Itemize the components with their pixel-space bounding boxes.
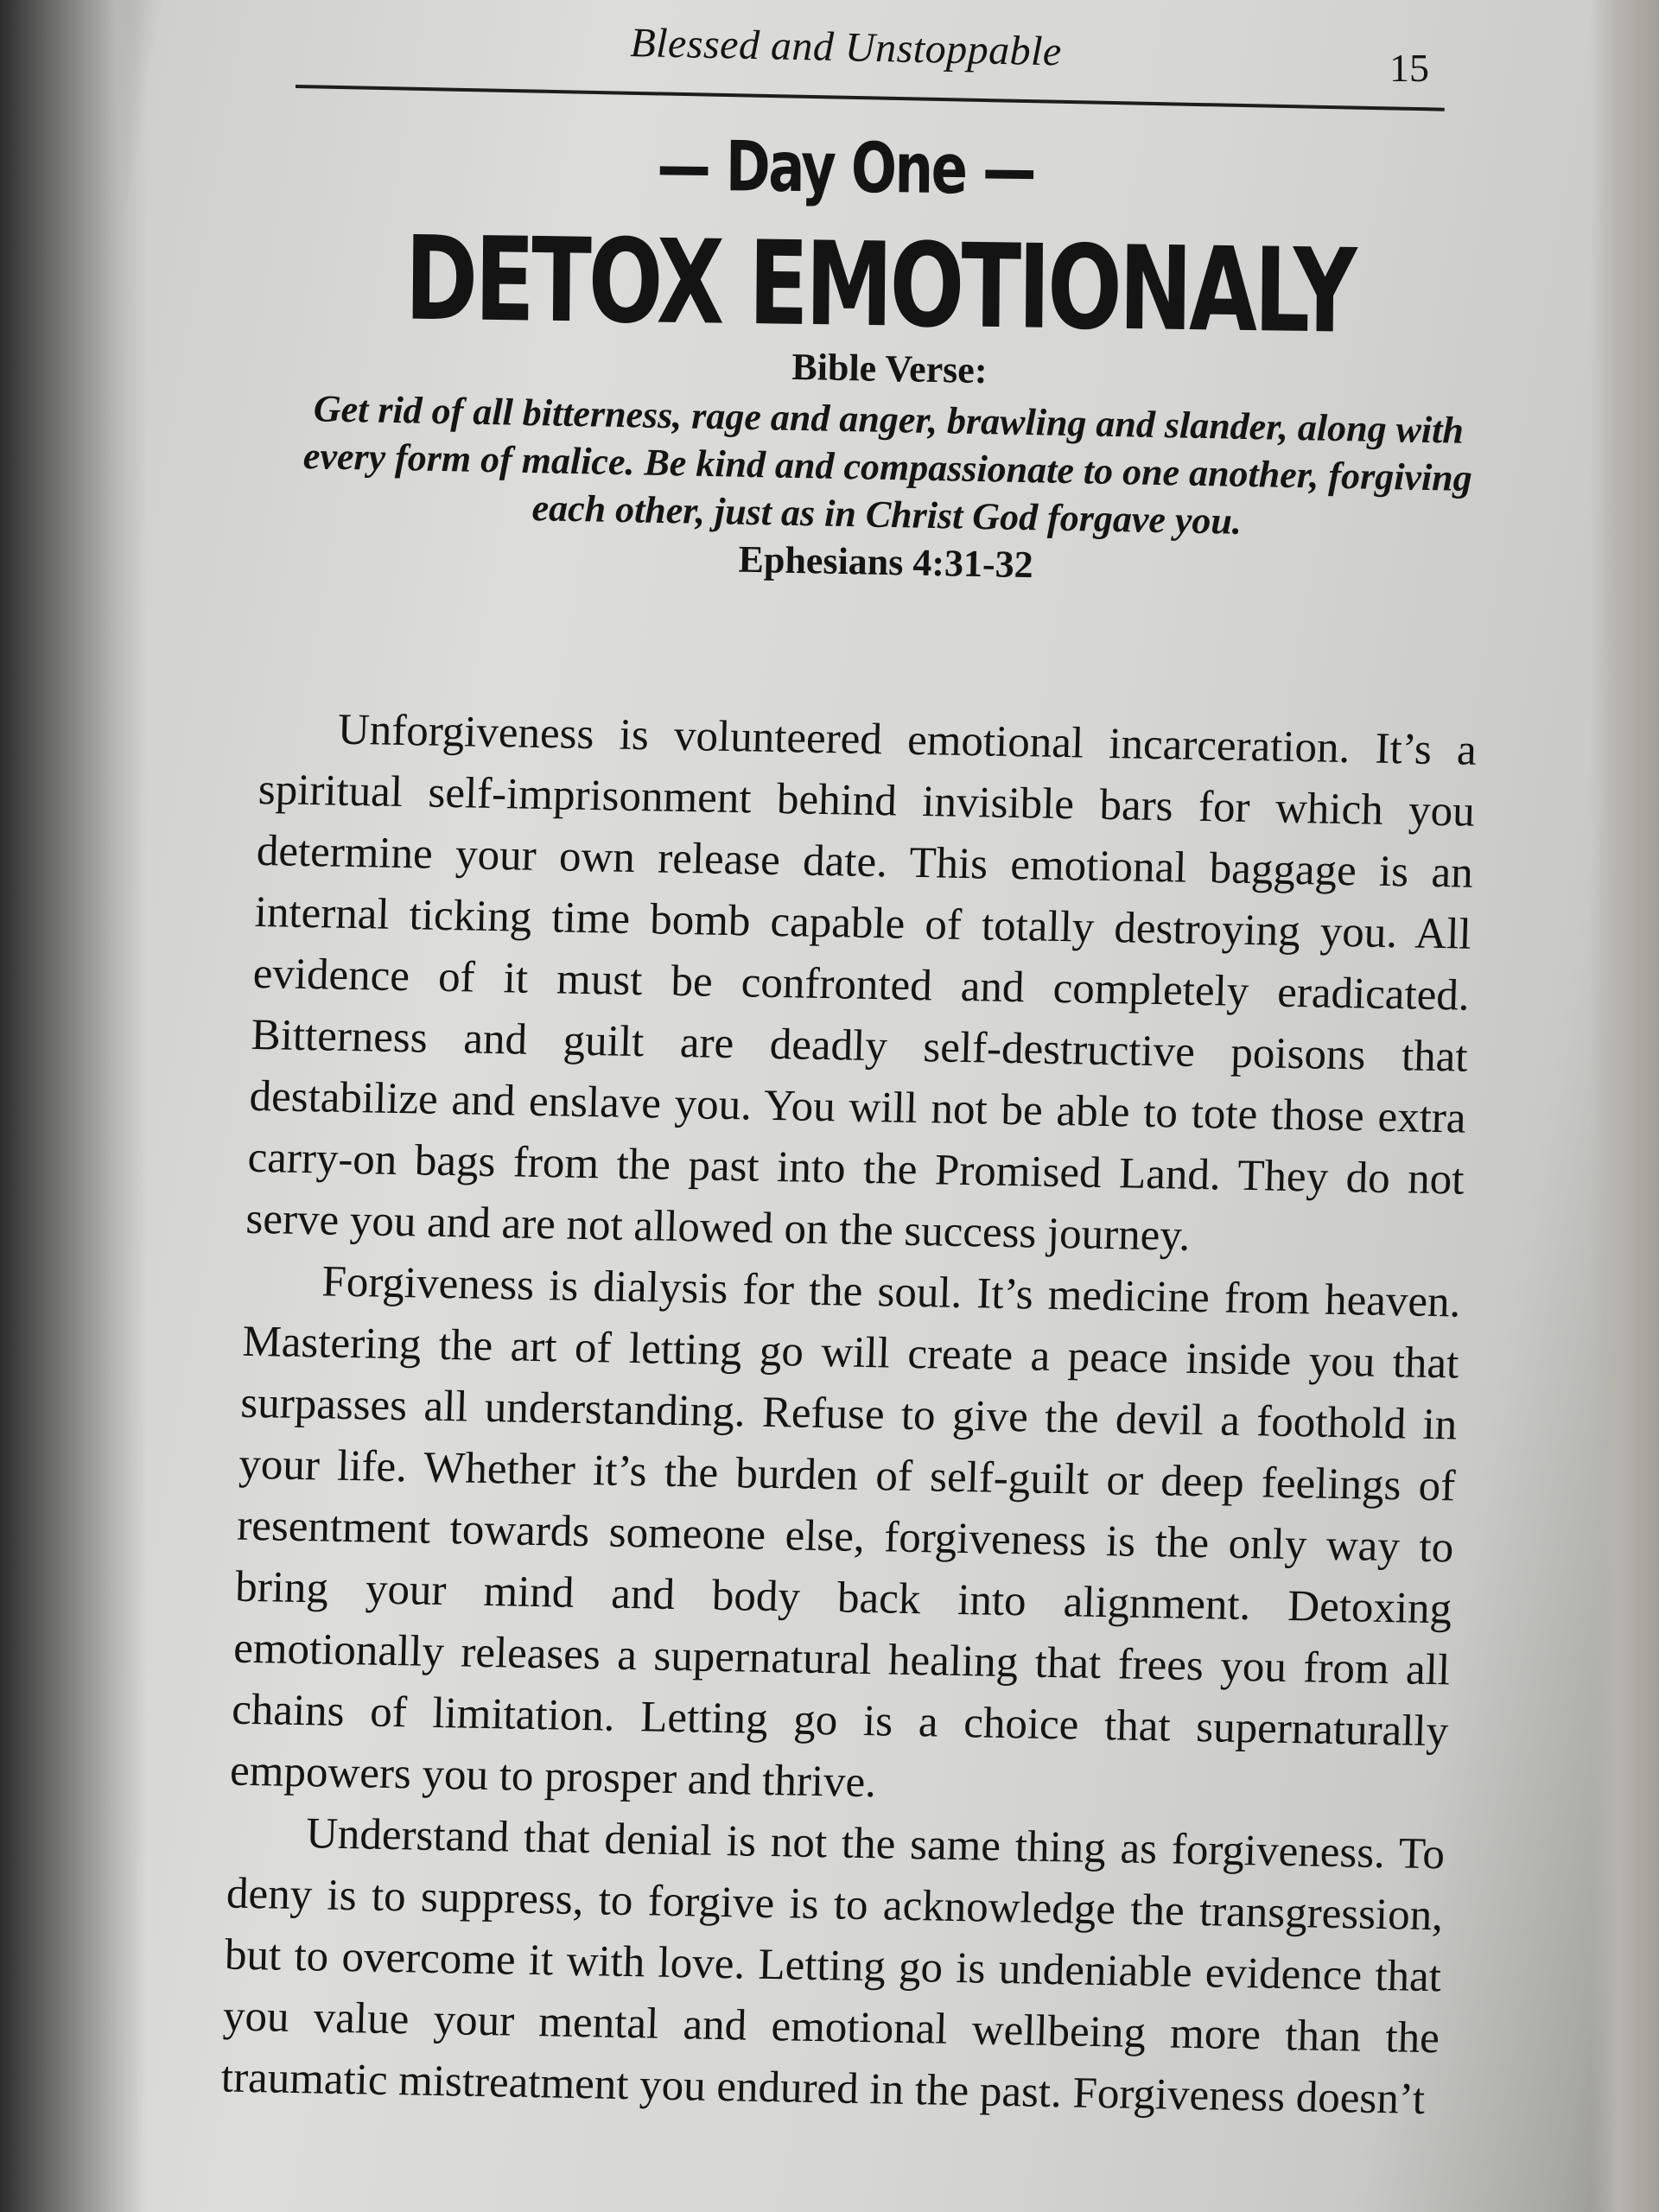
header-rule [296,85,1445,111]
verse-label: Bible Verse: [791,345,988,392]
paragraph: Forgiveness is dialysis for the soul. It’s medicine from heaven. Mastering the art of letting go will create a peace inside you that surpasses all understanding. Refuse to give the devil a foothold in your life. Whether it’s the burden of self-guilt or deep feelings of resentment towards someone else, forgiveness is the only way to bring your mind and body back into alignment. Detoxing emotionally releases a supernatural healing that frees you from all chains of limitation. Letting go is a choice that supernaturally empowers you to prosper and thrive. [229,1257,1462,1808]
verse-reference: Ephesians 4:31-32 [738,537,1034,587]
verse-text: Get rid of all bitterness, rage and anger, brawling and slander, along with every form of malice. Be kind and compassionate to one another, forgiving each other, just as in Christ God forgave you. [302,387,1473,543]
running-header: Blessed and Unstoppable [629,19,1063,75]
body-text [220,698,1478,2131]
day-title: — Day One — [657,125,1035,211]
page-number: 15 [1389,46,1429,90]
chapter-title: DETOX EMOTIONALY [404,211,1355,359]
bible-verse-block [255,334,1521,599]
paragraph: Understand that denial is not the same thing as forgiveness. To deny is to suppress, to forgive is to acknowledge the transgression, but to overcome it with love. Letting go is undeniable evidence that you value your mental and emotional wellbeing more than the traumatic mistreatment you endured in the past. Forgiveness doesn’t [220,1809,1446,2124]
paragraph: Unforgiveness is volunteered emotional incarceration. It’s a spiritual self-imprisonment behind invisible bars for which you determine your own release date. This emotional baggage is an internal ticking time bomb capable of totally destroying you. All evidence of it must be confronted and completely eradicated. Bitterness and guilt are deadly self-destructive poisons that destabilize and enslave you. You will not be able to tote those extra carry-on bags from the past into the Promised Land. They do not serve you and are not allowed on the success journey. [245,705,1478,1261]
